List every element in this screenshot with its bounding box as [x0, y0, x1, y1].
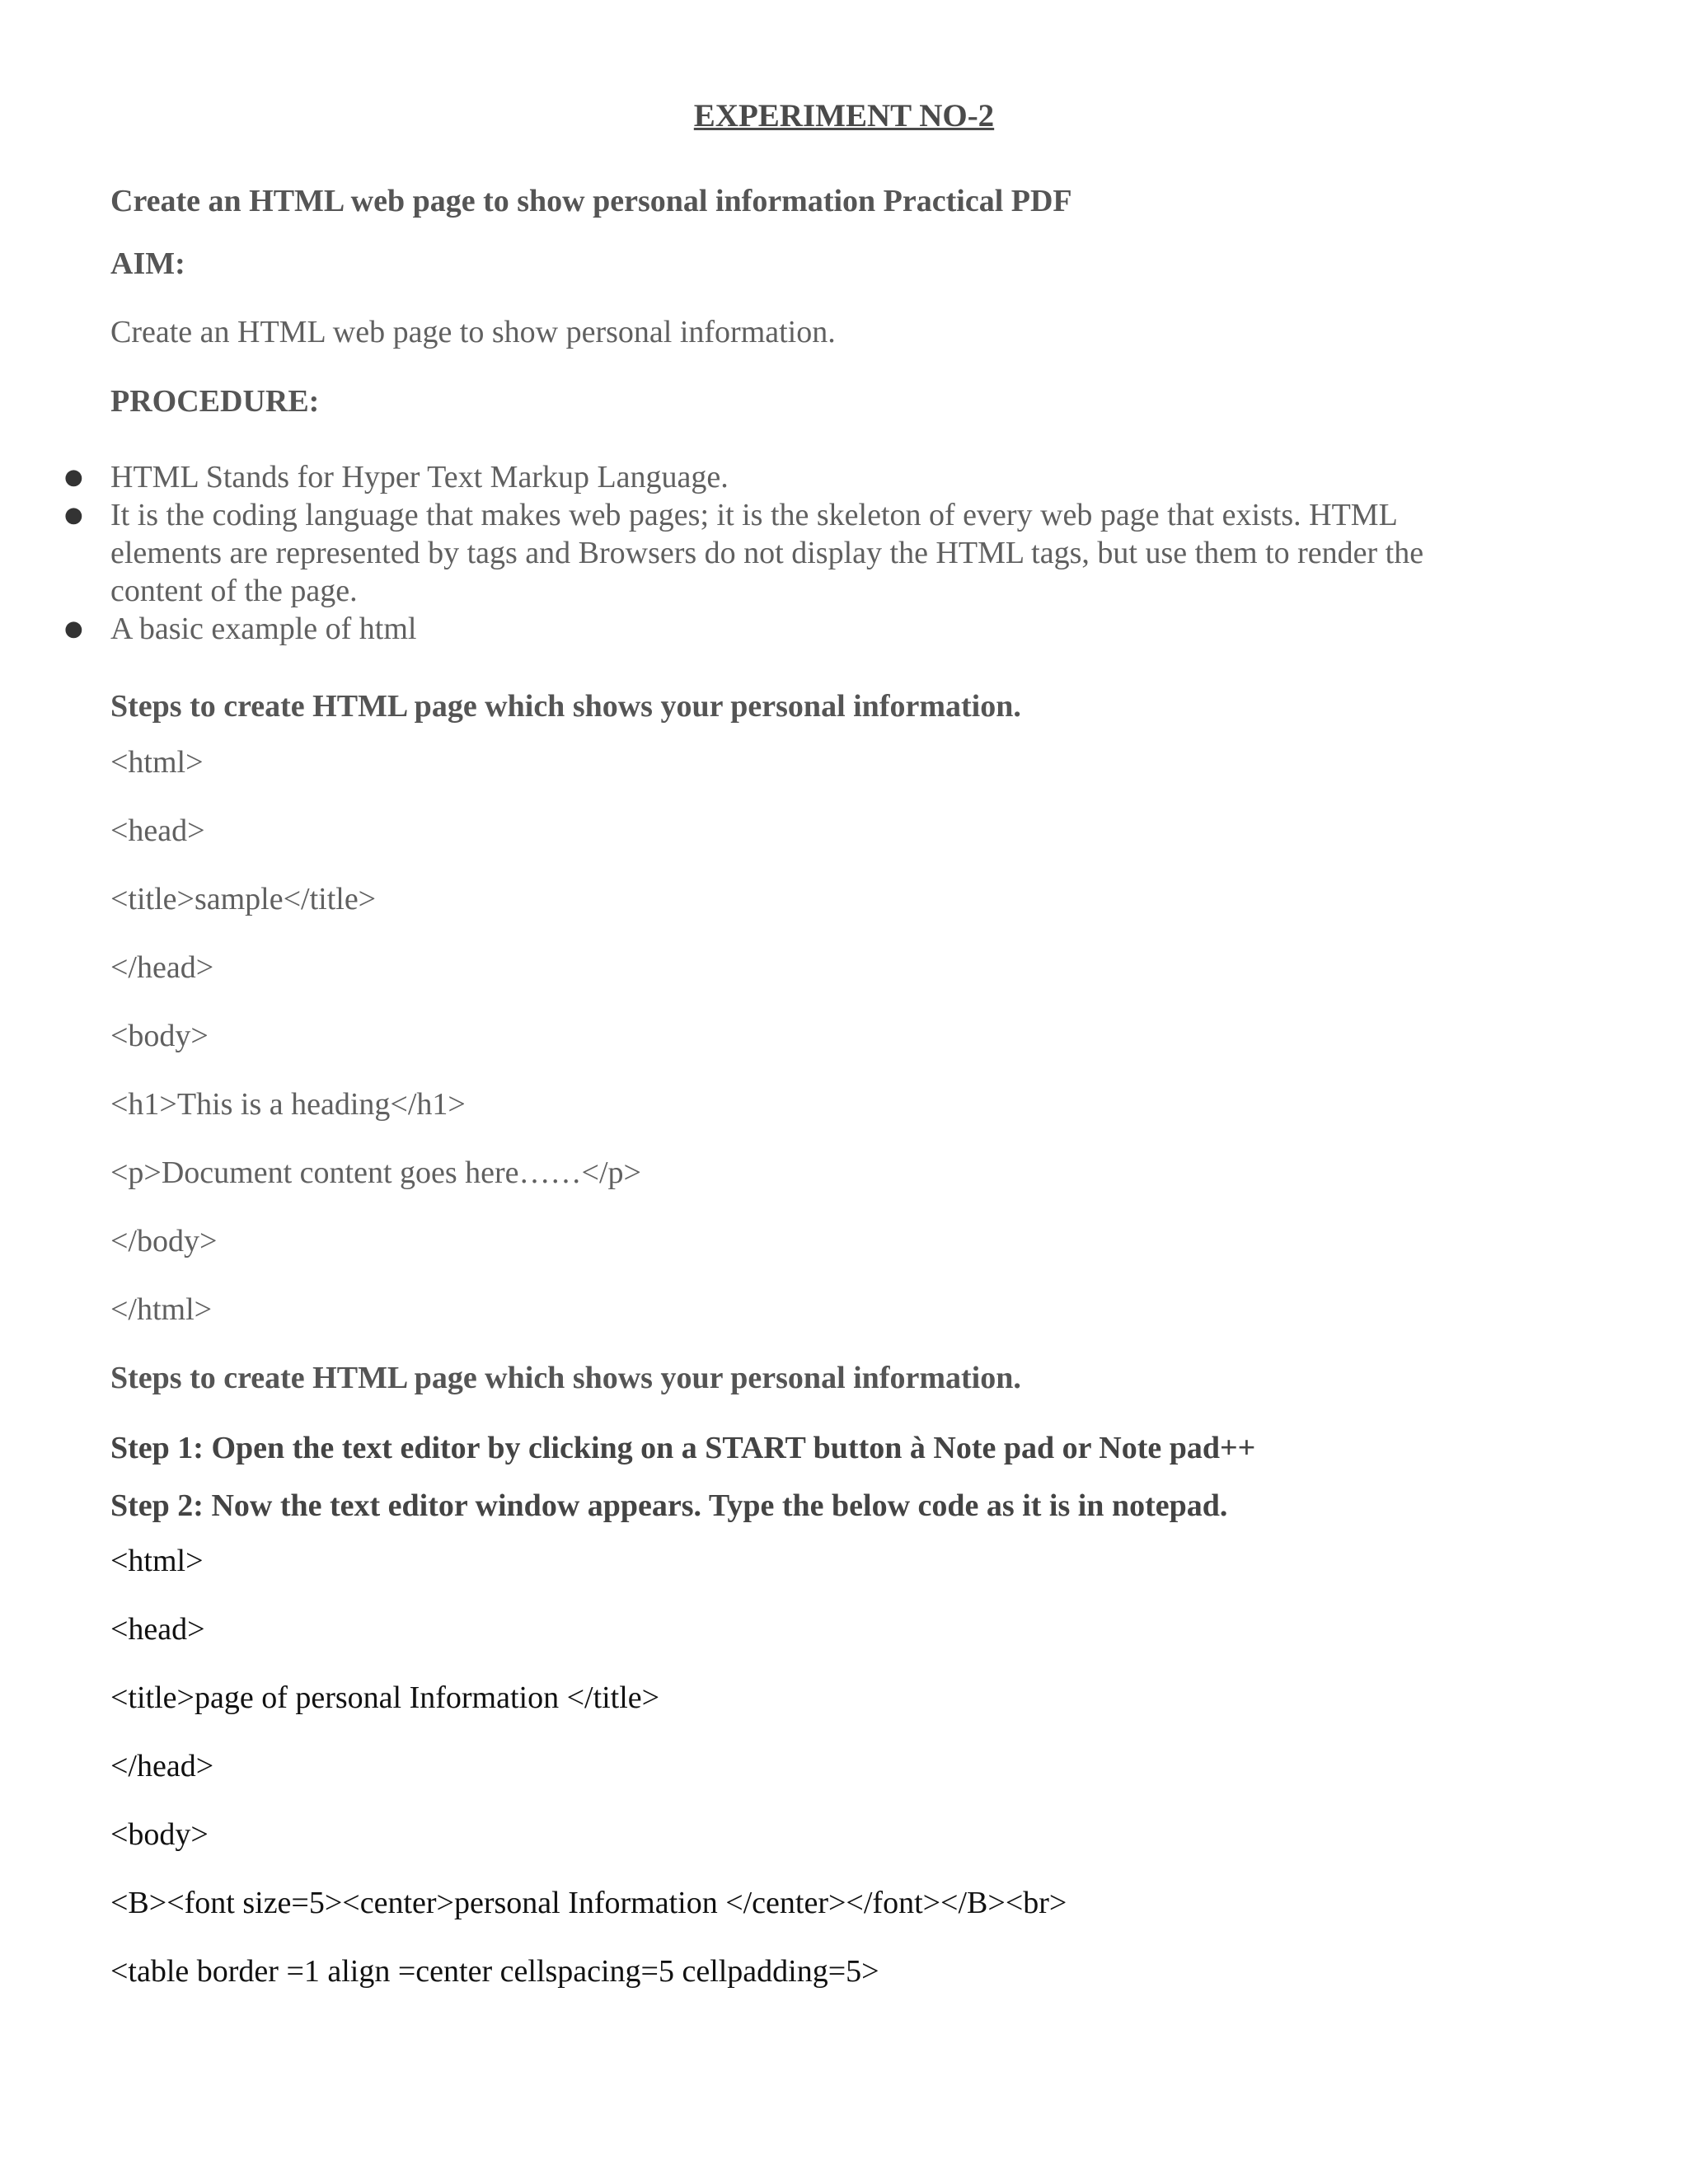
bullet-text: HTML Stands for Hyper Text Markup Language.	[110, 460, 729, 494]
bullet-dot-icon: ●	[64, 465, 83, 490]
step-code-line: <html>	[110, 1544, 204, 1578]
step-code-line: <head>	[110, 1612, 205, 1647]
step-code-line: <B><font size=5><center>personal Information </center></font></B><br>	[110, 1886, 1067, 1920]
bullet-text: A basic example of html	[110, 612, 417, 646]
example-code-line: </body>	[110, 1224, 218, 1258]
step-code-line: <table border =1 align =center cellspacing=5 cellpadding=5>	[110, 1954, 879, 1989]
step-1-text: Step 1: Open the text editor by clicking on a START button à Note pad or Note pad++	[110, 1431, 1256, 1465]
bullet-dot-icon: ●	[64, 503, 83, 527]
example-code-line: <html>	[110, 745, 204, 780]
bullet-text: It is the coding language that makes web pages; it is the skeleton of every web page that exists. HTML elements are represented by tags and Browsers do not display the HTML tags, but use them to render the content of the page.	[110, 498, 1424, 608]
bullet-dot-icon: ●	[64, 616, 83, 641]
document-title: EXPERIMENT NO-2	[693, 98, 995, 134]
example-code-line: <h1>This is a heading</h1>	[110, 1087, 466, 1122]
example-code-line: <title>sample</title>	[110, 882, 377, 916]
example-code-line: <p>Document content goes here……</p>	[110, 1155, 641, 1190]
step-2-text: Step 2: Now the text editor window appears. Type the below code as it is in notepad.	[110, 1488, 1228, 1523]
aim-heading: AIM:	[110, 246, 185, 281]
aim-text: Create an HTML web page to show personal information.	[110, 315, 836, 349]
steps-heading-1: Steps to create HTML page which shows your personal information.	[110, 689, 1021, 724]
step-code-line: <title>page of personal Information </title>	[110, 1680, 660, 1715]
example-code-line: <head>	[110, 813, 205, 848]
bullet-item	[64, 610, 1512, 648]
bullet-item	[64, 496, 1512, 610]
procedure-bullet-list	[64, 458, 1512, 648]
example-code-line: </html>	[110, 1292, 213, 1327]
step-code-line: <body>	[110, 1817, 209, 1852]
steps-heading-2: Steps to create HTML page which shows your personal information.	[110, 1361, 1021, 1395]
bullet-item	[64, 458, 1512, 496]
procedure-heading: PROCEDURE:	[110, 384, 320, 419]
example-code-line: <body>	[110, 1019, 209, 1053]
document-subtitle: Create an HTML web page to show personal information Practical PDF	[110, 184, 1072, 218]
example-code-line: </head>	[110, 950, 214, 985]
step-code-line: </head>	[110, 1749, 214, 1783]
